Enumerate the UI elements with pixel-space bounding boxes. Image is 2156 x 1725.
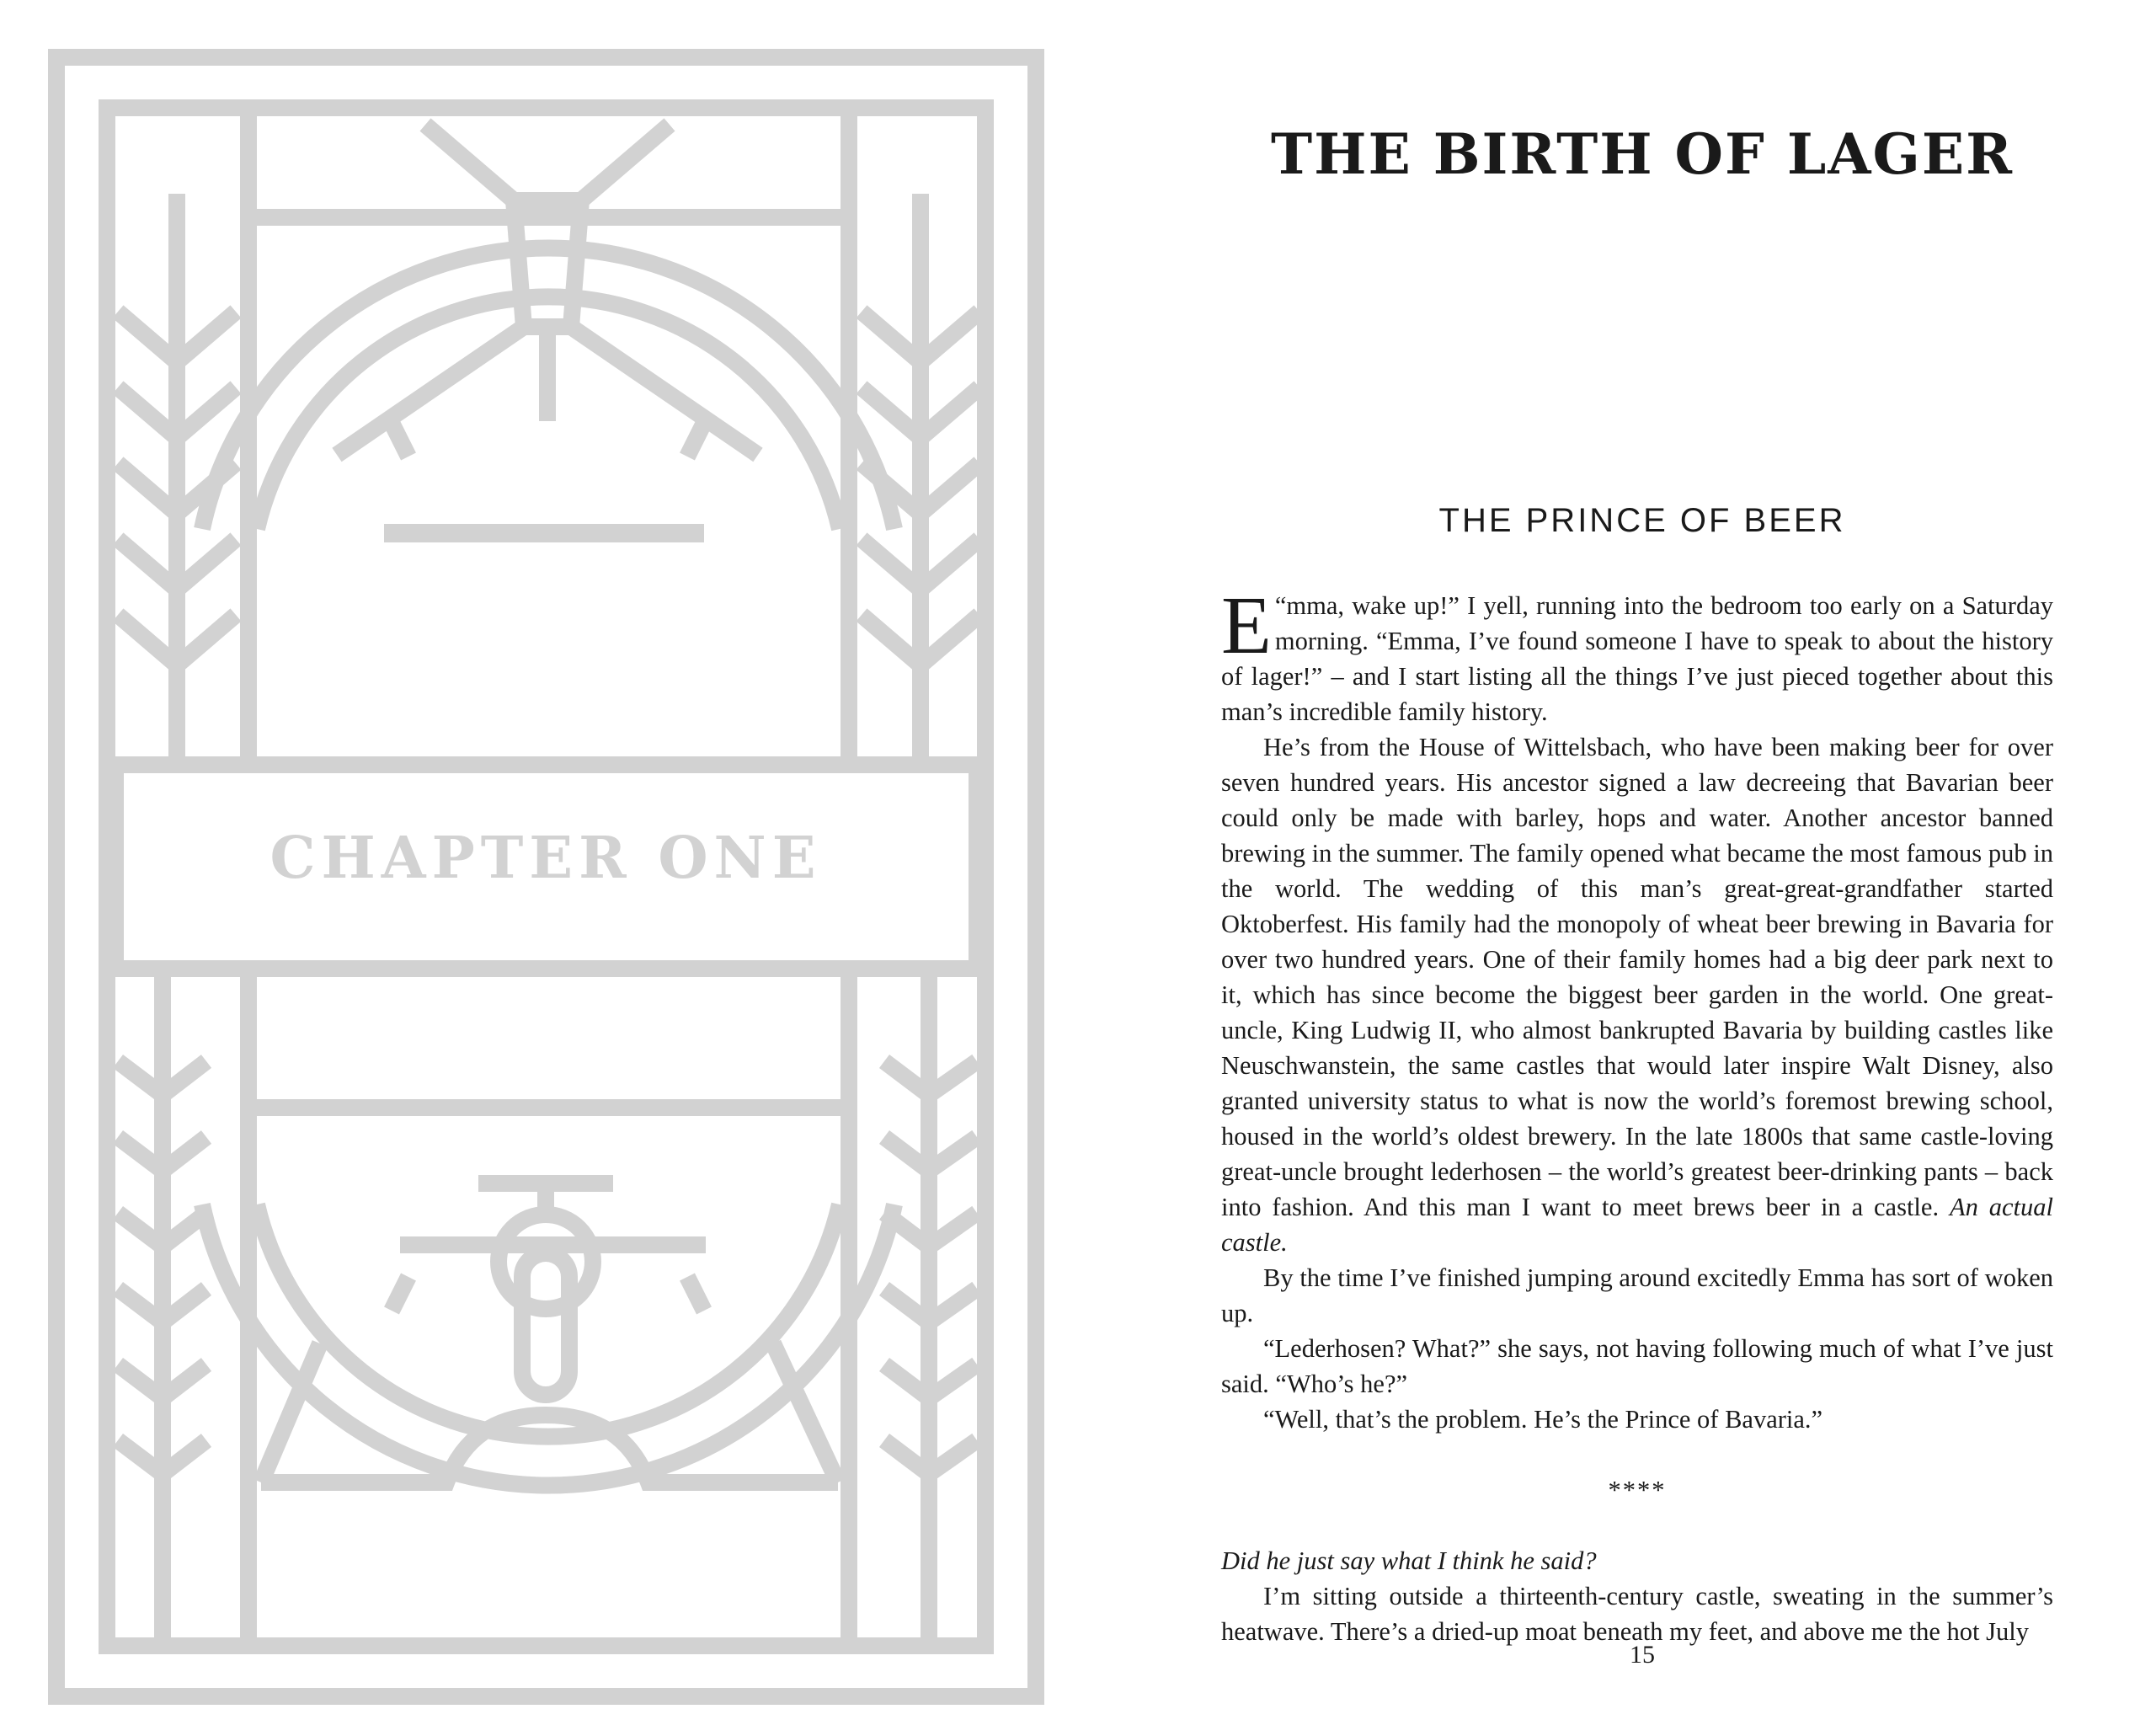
paragraph-4: “Lederhosen? What?” she says, not having following much of what I’ve just said. “Who’s he?”: [1221, 1334, 2053, 1398]
paragraph-3: By the time I’ve finished jumping around excitedly Emma has sort of woken up.: [1221, 1263, 2053, 1327]
chapter-title: THE BIRTH OF LAGER: [1270, 121, 2014, 187]
beam-2: [581, 125, 670, 200]
paragraph-2-main: He’s from the House of Wittelsbach, who have been making beer for over seven hundred years. His ancestor signed a law decreeing that Bavarian beer could only be made with barley, hops and water. Another ancestor banned brewing in the summer. The family opened what became the most famous pub in the world. The wedding of this man’s great-great-grandfather started Oktoberfest. His family had the monopoly of wheat beer brewing in Bavaria for over two hundred years. One of their family homes had a big deer park next to it, which has since become the biggest beer garden in the world. One great-uncle, King Ludwig II, who almost bankrupted Bavaria by building castles like Neuschwanstein, the same castles that would later inspire Walt Disney, also granted university status to what is now the world’s foremost brewing school, housed in the world’s oldest brewery. In the late 1800s that same castle-loving great-uncle brought lederhosen – the world’s greatest beer-drinking pants – back into fashion. And this man I want to meet brews beer in a castle.: [1221, 733, 2053, 1221]
stave-2: [687, 423, 704, 457]
paragraph-6: I’m sitting outside a thirteenth-century castle, sweating in the summer’s heatwave. There’s a dried-up moat beneath my feet, and above me the hot July: [1221, 1582, 2053, 1646]
barrel-plaque: [384, 524, 704, 542]
page-number: 15: [1630, 1641, 1655, 1669]
italic-line-text: Did he just say what I think he said?: [1221, 1546, 1597, 1575]
body-text: [1221, 580, 2054, 1649]
paragraph-2: [1221, 729, 2053, 1260]
chapter-illustration: [0, 0, 1061, 1725]
beam-4: [571, 327, 758, 455]
stave-1: [392, 423, 408, 457]
section-title: THE PRINCE OF BEER: [1438, 502, 1846, 539]
text-page: [1086, 0, 2156, 1725]
beam-1: [425, 125, 514, 200]
italic-line: [1221, 1543, 2053, 1578]
section-break: ****: [1608, 1476, 1667, 1504]
paragraph-5: “Well, that’s the problem. He’s the Prince of Bavaria.”: [1263, 1405, 1823, 1434]
tap-spout: [522, 1253, 569, 1395]
drop-cap: E: [1221, 580, 1272, 671]
stave-4: [687, 1277, 704, 1311]
chapter-label: CHAPTER ONE: [270, 825, 822, 892]
beam-3: [337, 327, 524, 455]
opening-paragraph: [1221, 580, 2053, 729]
opening-text: mma, wake up!” I yell, running into the bedroom too early on a Saturday morning. “Emma, I’ve found someone I have to speak to about the history of lager!” – and I start listing all the things I’ve just pieced together about this man’s incredible family history.: [1221, 591, 2053, 726]
chapter-plate: [0, 0, 1061, 1725]
paragraph-2-italic: An actual castle.: [1221, 1193, 2054, 1257]
stave-3: [392, 1277, 408, 1311]
open-quote: “: [1274, 591, 1287, 620]
